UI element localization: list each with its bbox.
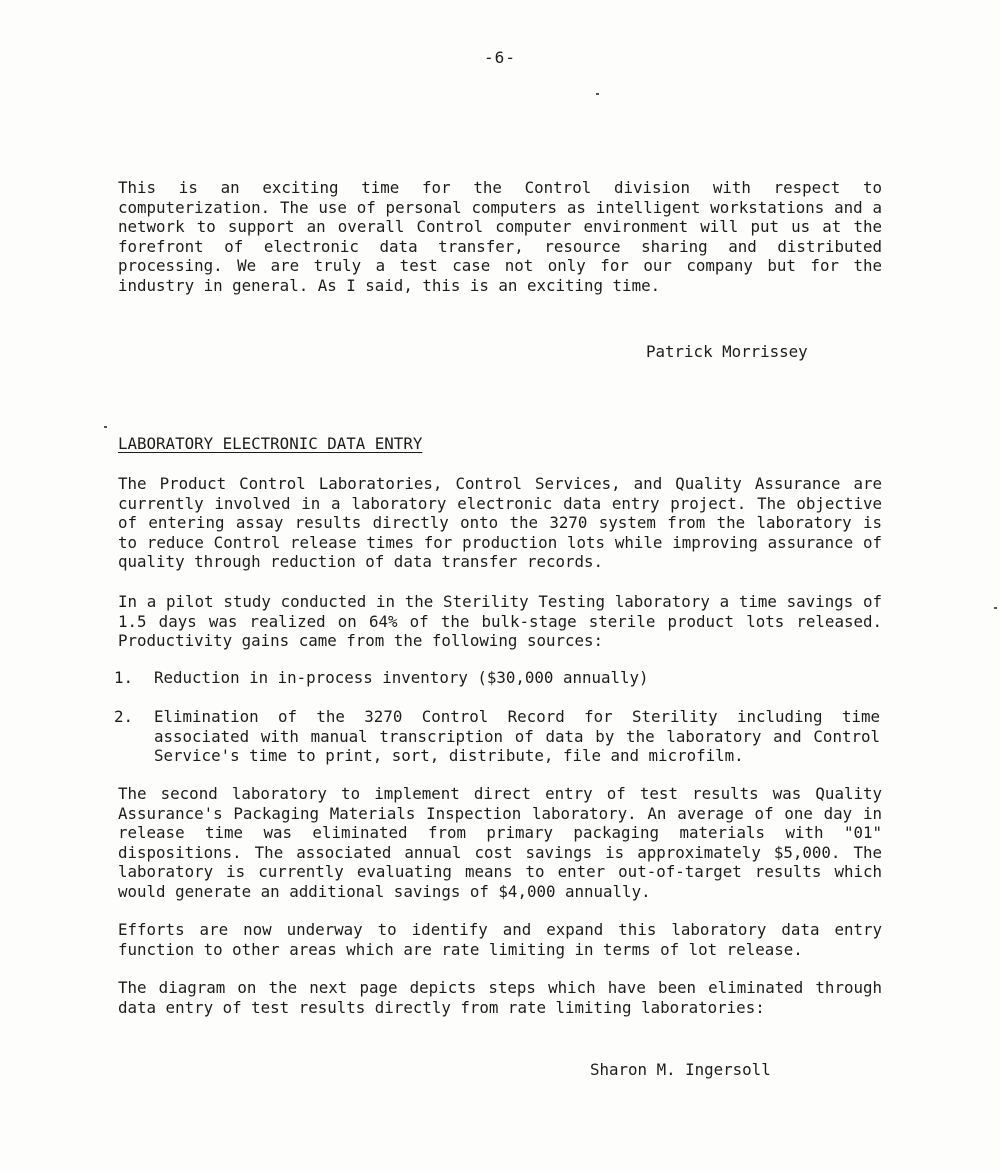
scan-speck [994,607,997,609]
list-item-number: 2. [114,707,134,726]
page-number: -6- [484,48,516,67]
list-item-text: Elimination of the 3270 Control Record for Sterility including time associated with manual transcription of data by the laboratory and Control Service's time to print, sort, distribute, file and microfilm. [154,707,880,765]
list-item-number: 1. [114,668,134,687]
section-paragraph-1: The Product Control Laboratories, Control Services, and Quality Assurance are currently involved in a laboratory electronic data entry project. The objective of entering assay results directly onto the 3270 system from the laboratory is to reduce Control release times for production lots while improving assurance of quality through reduction of data transfer records. [118,474,882,571]
section-paragraph-4: Efforts are now underway to identify and expand this laboratory data entry function to other areas which are rate limiting in terms of lot release. [118,920,882,959]
section-paragraph-5: The diagram on the next page depicts steps which have been eliminated through data entry of test results directly from rate limiting laboratories: [118,978,882,1017]
section-signature: Sharon M. Ingersoll [590,1060,771,1079]
section-paragraph-2: In a pilot study conducted in the Sterility Testing laboratory a time savings of 1.5 days was realized on 64% of the bulk-stage sterile product lots released. Productivity gains came from the following sources: [118,592,882,650]
intro-paragraph: This is an exciting time for the Control division with respect to computerization. The use of personal computers as intelligent workstations and a network to support an overall Control computer environment will put us at the forefront of electronic data transfer, resource sharing and distributed processing. We are truly a test case not only for our company but for the industry in general. As I said, this is an exciting time. [118,178,882,295]
section-paragraph-3: The second laboratory to implement direct entry of test results was Quality Assurance's Packaging Materials Inspection laboratory. An average of one day in release time was eliminated from primary packaging materials with "01" dispositions. The associated annual cost savings is approximately $5,000. The laboratory is currently evaluating means to enter out-of-target results which would generate an additional savings of $4,000 annually. [118,784,882,901]
scan-speck [104,426,107,428]
list-item-1 [114,668,880,688]
section-heading: LABORATORY ELECTRONIC DATA ENTRY [118,434,423,453]
intro-signature: Patrick Morrissey [646,342,808,361]
list-item-text: Reduction in in-process inventory ($30,000 annually) [154,668,649,687]
list-item-2 [114,707,880,766]
scan-speck [596,93,599,95]
